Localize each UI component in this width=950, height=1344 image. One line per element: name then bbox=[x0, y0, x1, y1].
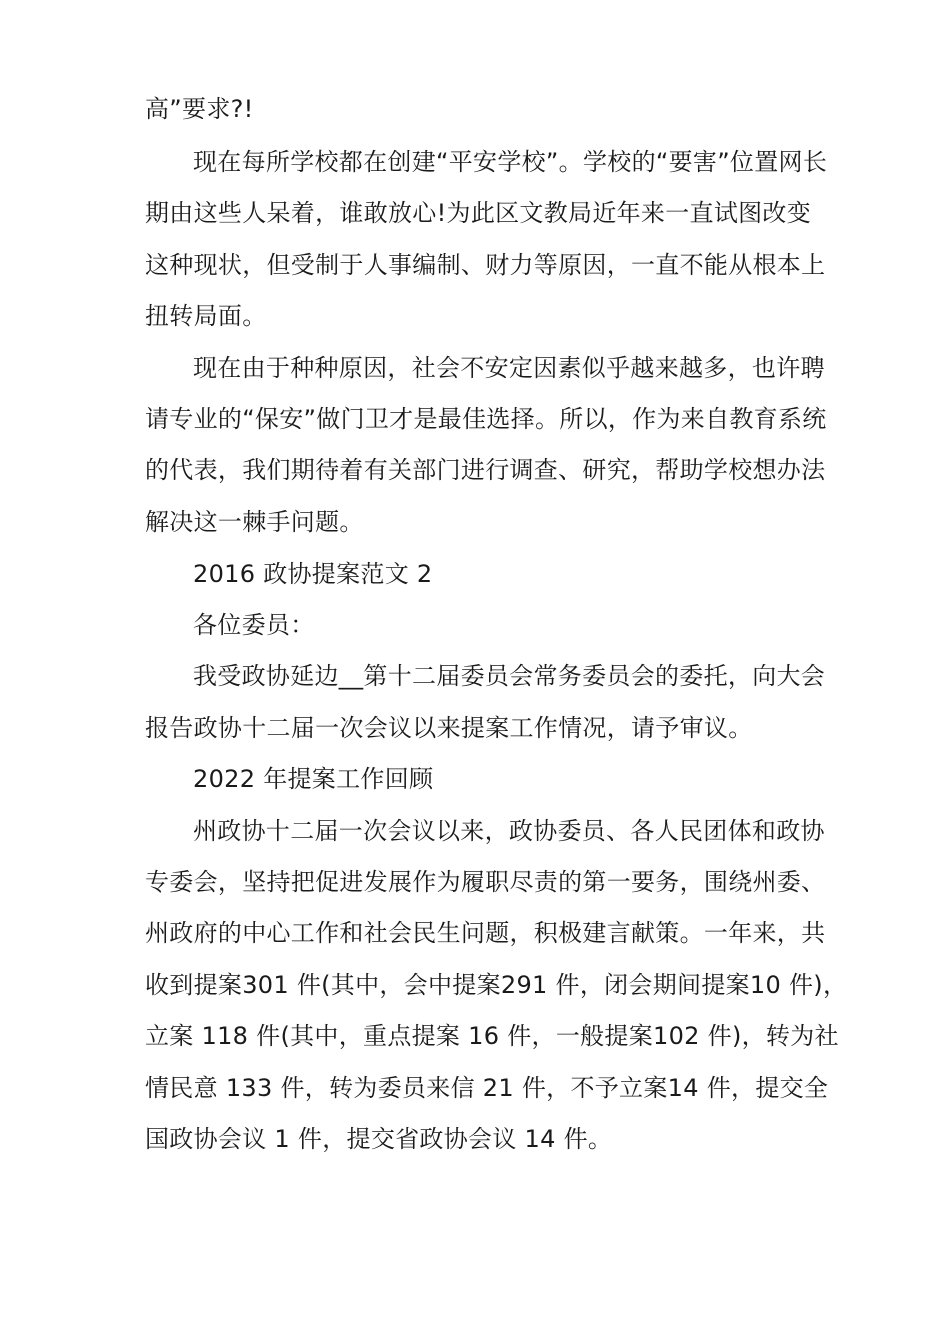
text-line: 报告政协十二届一次会议以来提案工作情况，请予审议。 bbox=[145, 714, 753, 742]
text-line: 期由这些人呆着，谁敢放心!为此区文教局近年来一直试图改变 bbox=[145, 199, 812, 227]
section-heading: 2022 年提案工作回顾 bbox=[193, 765, 434, 793]
paragraph-start-line: 现在由于种种原因，社会不安定因素似乎越来越多，也许聘 bbox=[193, 354, 825, 382]
text-line: 立案 118 件(其中，重点提案 16 件，一般提案102 件)，转为社 bbox=[145, 1022, 839, 1050]
text-line: 这种现状，但受制于人事编制、财力等原因，一直不能从根本上 bbox=[145, 251, 826, 279]
text-line: 州政府的中心工作和社会民生问题，积极建言献策。一年来，共 bbox=[145, 919, 826, 947]
paragraph-start-line: 现在每所学校都在创建“平安学校”。学校的“要害”位置网长 bbox=[193, 148, 828, 176]
text-line: 专委会，坚持把促进发展作为履职尽责的第一要务，围绕州委、 bbox=[145, 868, 826, 896]
text-line: 请专业的“保安”做门卫才是最佳选择。所以，作为来自教育系统 bbox=[145, 405, 827, 433]
section-title: 2016 政协提案范文 2 bbox=[193, 560, 433, 588]
text-line: 的代表，我们期待着有关部门进行调查、研究，帮助学校想办法 bbox=[145, 456, 826, 484]
text-line: 收到提案301 件(其中，会中提案291 件，闭会期间提案10 件)， bbox=[145, 971, 848, 999]
paragraph-start-line: 我受政协延边__第十二届委员会常务委员会的委托，向大会 bbox=[193, 662, 826, 690]
text-line: 情民意 133 件，转为委员来信 21 件，不予立案14 件，提交全 bbox=[145, 1074, 829, 1102]
text-line: 解决这一棘手问题。 bbox=[145, 508, 364, 536]
salutation: 各位委员： bbox=[193, 611, 315, 639]
text-line: 国政协会议 1 件，提交省政协会议 14 件。 bbox=[145, 1125, 613, 1153]
paragraph-start-line: 州政协十二届一次会议以来，政协委员、各人民团体和政协 bbox=[193, 817, 825, 845]
text-line: 扭转局面。 bbox=[145, 302, 267, 330]
text-line: 高”要求?! bbox=[145, 95, 254, 123]
